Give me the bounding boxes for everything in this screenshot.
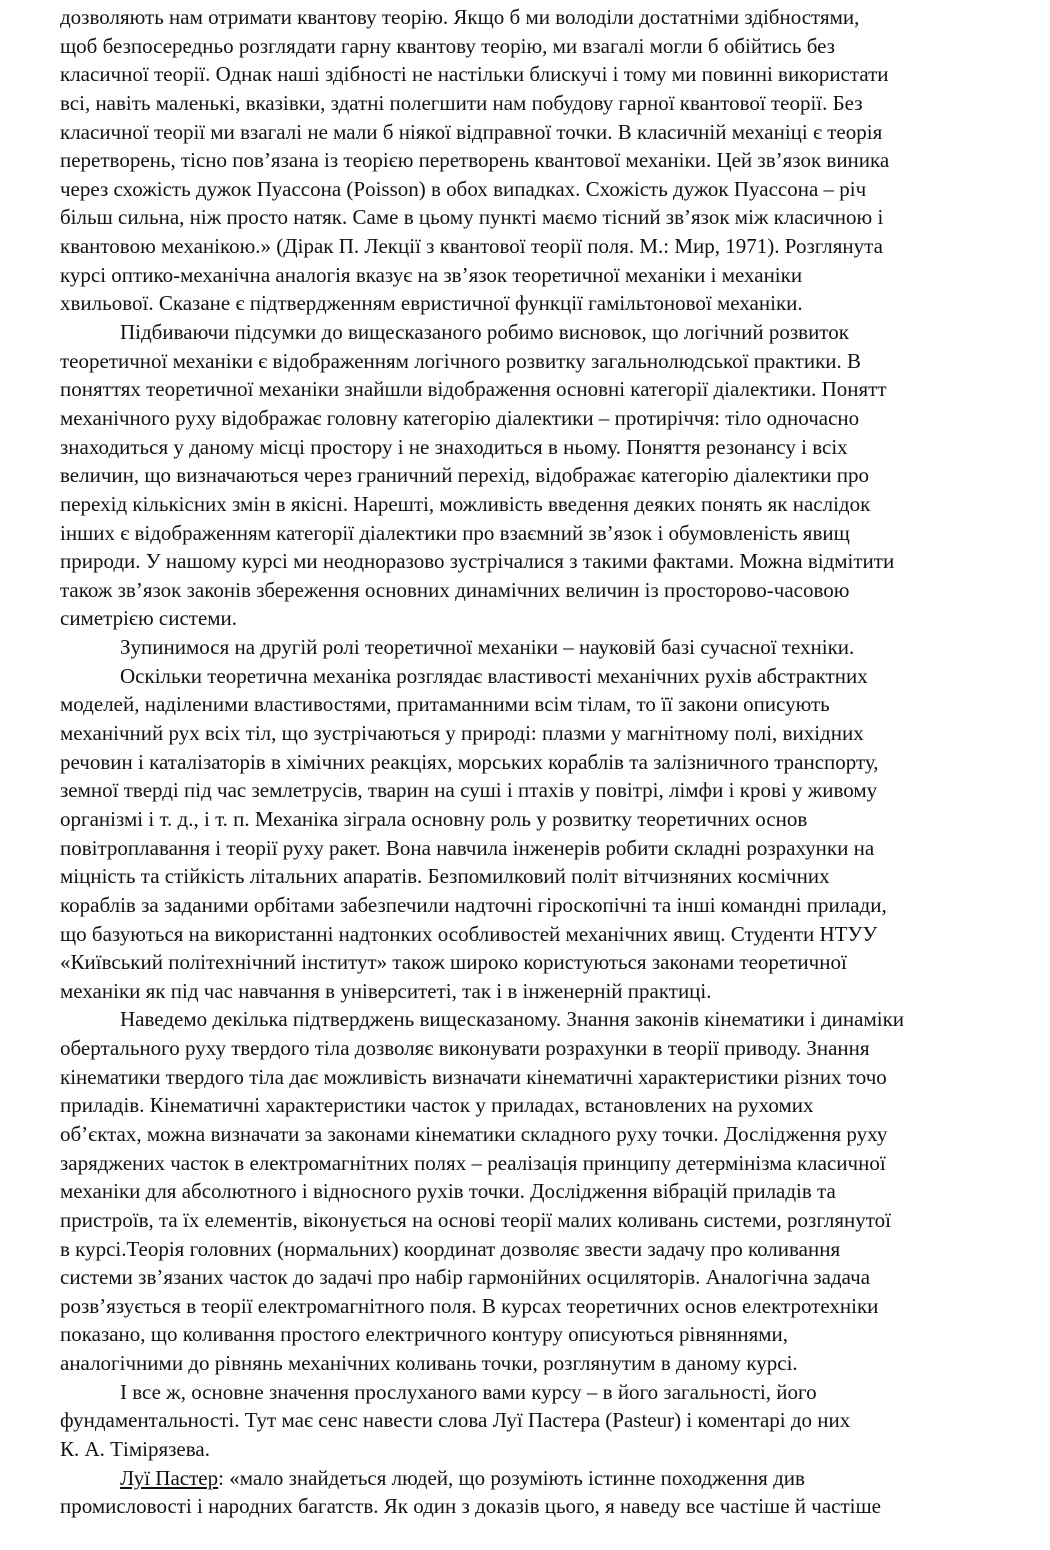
quote-author: Луї Пастер xyxy=(120,1465,219,1490)
text-line: промисловості і народних багатств. Як один з доказів цього, я наведу все частіше й частіше xyxy=(60,1494,881,1519)
text-line: кінематики твердого тіла дає можливість визначати кінематичні характеристики різних точо xyxy=(60,1064,887,1089)
text-line: системи зв’язаних часток до задачі про набір гармонійних осциляторів. Аналогічна задача xyxy=(60,1265,871,1290)
text-line: кораблів за заданими орбітами забезпечили надточні гіроскопічні та інші командні прилади, xyxy=(60,892,887,917)
text-line: обертального руху твердого тіла дозволяє виконувати розрахунки в теорії приводу. Знання xyxy=(60,1036,870,1061)
text-line: пристроїв, та їх елементів, віконується на основі теорії малих коливань системи, розглянутої xyxy=(60,1207,891,1232)
text-line: через схожість дужок Пуассона (Poisson) в обох випадках. Схожість дужок Пуассона – річ xyxy=(60,176,867,201)
text-line: природи. У нашому курсі ми неодноразово зустрічалися з такими фактами. Можна відмітити xyxy=(60,549,895,574)
text-line: перехід кількісних змін в якісні. Нарешті, можливість введення деяких понять як наслідок xyxy=(60,491,871,516)
text-line: К. А. Тімірязева. xyxy=(60,1437,210,1462)
text-line: хвильової. Сказане є підтвердженням евристичної функції гамільтонової механіки. xyxy=(60,291,803,316)
text-line: механічного руху відображає головну категорію діалектики – протиріччя: тіло одночасно xyxy=(60,405,860,430)
text-line: більш сильна, ніж просто натяк. Саме в цьому пункті маємо тісний зв’язок між класичною і xyxy=(60,205,884,230)
text-line: класичної теорії ми взагалі не мали б ніякої відправної точки. В класичній механіці є теорія xyxy=(60,119,883,144)
text-line: механічний рух всіх тіл, що зустрічаються у природі: плазми у магнітному полі, вихідних xyxy=(60,721,864,746)
text-line: приладів. Кінематичні характеристики часток у приладах, встановлених на рухомих xyxy=(60,1093,814,1118)
text-line: моделей, наділеними властивостями, притаманними всім тілам, то її закони описують xyxy=(60,692,830,717)
paragraph-start: Зупинимося на другій ролі теоретичної механіки – науковій базі сучасної техніки. xyxy=(120,635,855,660)
paragraph-start: Наведемо декілька підтверджень вищесказаному. Знання законів кінематики і динаміки xyxy=(120,1007,905,1032)
text-line: в курсі.Теорія головних (нормальних) координат дозволяє звести задачу про коливання xyxy=(60,1236,841,1261)
paragraph-start: Оскільки теоретична механіка розглядає властивості механічних рухів абстрактних xyxy=(120,663,868,688)
text-line: заряджених часток в електромагнітних полях – реалізація принципу детермінізма класичної xyxy=(60,1150,886,1175)
text-line: земної тверді під час землетрусів, тварин на суші і птахів у повітрі, лімфи і крові у живому xyxy=(60,778,878,803)
text-line: симетрією системи. xyxy=(60,606,238,631)
paragraph-start: І все ж, основне значення прослуханого вами курсу – в його загальності, його xyxy=(120,1379,817,1404)
text-line: знаходиться у даному місці простору і не знаходиться в ньому. Поняття резонансу і всіх xyxy=(60,434,848,459)
text-line: «Київський політехнічний інститут» також широко користуються законами теоретичної xyxy=(60,950,847,975)
text-line: фундаментальності. Тут має сенс навести слова Луї Пастера (Pasteur) і коментарі до них xyxy=(60,1408,851,1433)
text-line: розв’язується в теорії електромагнітного поля. В курсах теоретичних основ електротехніки xyxy=(60,1293,879,1318)
text-line: інших є відображенням категорії діалектики про взаємний зв’язок і обумовленість явищ xyxy=(60,520,850,545)
text-line: аналогічними до рівнянь механічних коливань точки, розглянутим в даному курсі. xyxy=(60,1351,798,1376)
text-line: речовин і каталізаторів в хімічних реакціях, морських кораблів та залізничного транспорту, xyxy=(60,749,879,774)
document-page xyxy=(60,0,1050,1550)
text-line: щоб безпосередньо розглядати гарну квантову теорію, ми взагалі могли б обійтись без xyxy=(60,33,835,58)
quote-text: : «мало знайдеться людей, що розуміють істинне походження див xyxy=(218,1465,805,1490)
text-line: що базуються на використанні надтонких особливостей механічних явищ. Студенти НТУУ xyxy=(60,921,878,946)
text-line: міцність та стійкість літальних апаратів. Безпомилковий політ вітчизняних космічних xyxy=(60,864,830,889)
text-line: теоретичної механіки є відображенням логічного розвитку загальнолюдської практики. В xyxy=(60,348,862,373)
paragraph-start: Підбиваючи підсумки до вищесказаного робимо висновок, що логічний розвиток xyxy=(120,320,849,345)
text-line: механіки для абсолютного і відносного рухів точки. Дослідження вібрацій приладів та xyxy=(60,1179,836,1204)
text-line: також зв’язок законів збереження основних динамічних величин із просторово-часовою xyxy=(60,577,850,602)
text-line: квантовою механікою.» (Дірак П. Лекції з квантової теорії поля. М.: Мир, 1971). Розглянута xyxy=(60,234,883,259)
text-line: показано, що коливання простого електричного контуру описуються рівняннями, xyxy=(60,1322,789,1347)
text-line: механіки як під час навчання в університеті, так і в інженерній практиці. xyxy=(60,978,712,1003)
text-line: величин, що визначаються через граничний перехід, відображає категорію діалектики про xyxy=(60,463,869,488)
text-line: класичної теорії. Однак наші здібності не настільки блискучі і тому ми повинні використати xyxy=(60,62,889,87)
quote-line xyxy=(60,1464,1050,1493)
text-line: повітроплавання і теорії руху ракет. Вона навчила інженерів робити складні розрахунки на xyxy=(60,835,875,860)
text-line: дозволяють нам отримати квантову теорію. Якщо б ми володіли достатніми здібностями, xyxy=(60,5,860,29)
text-line: перетворень, тісно пов’язана із теорією перетворень квантової механіки. Цей зв’язок виника xyxy=(60,148,890,173)
text-line: курсі оптико-механічна аналогія вказує на зв’язок теоретичної механіки і механіки xyxy=(60,262,803,287)
text-line: об’єктах, можна визначати за законами кінематики складного руху точки. Дослідження руху xyxy=(60,1121,888,1146)
text-line: поняттях теоретичної механіки знайшли відображення основні категорії діалектики. Понятт xyxy=(60,377,887,402)
text-line: організмі і т. д., і т. п. Механіка зіграла основну роль у розвитку теоретичних основ xyxy=(60,806,808,831)
text-line: всі, навіть маленькі, вказівки, здатні полегшити нам побудову гарної квантової теорії. Без xyxy=(60,90,863,115)
